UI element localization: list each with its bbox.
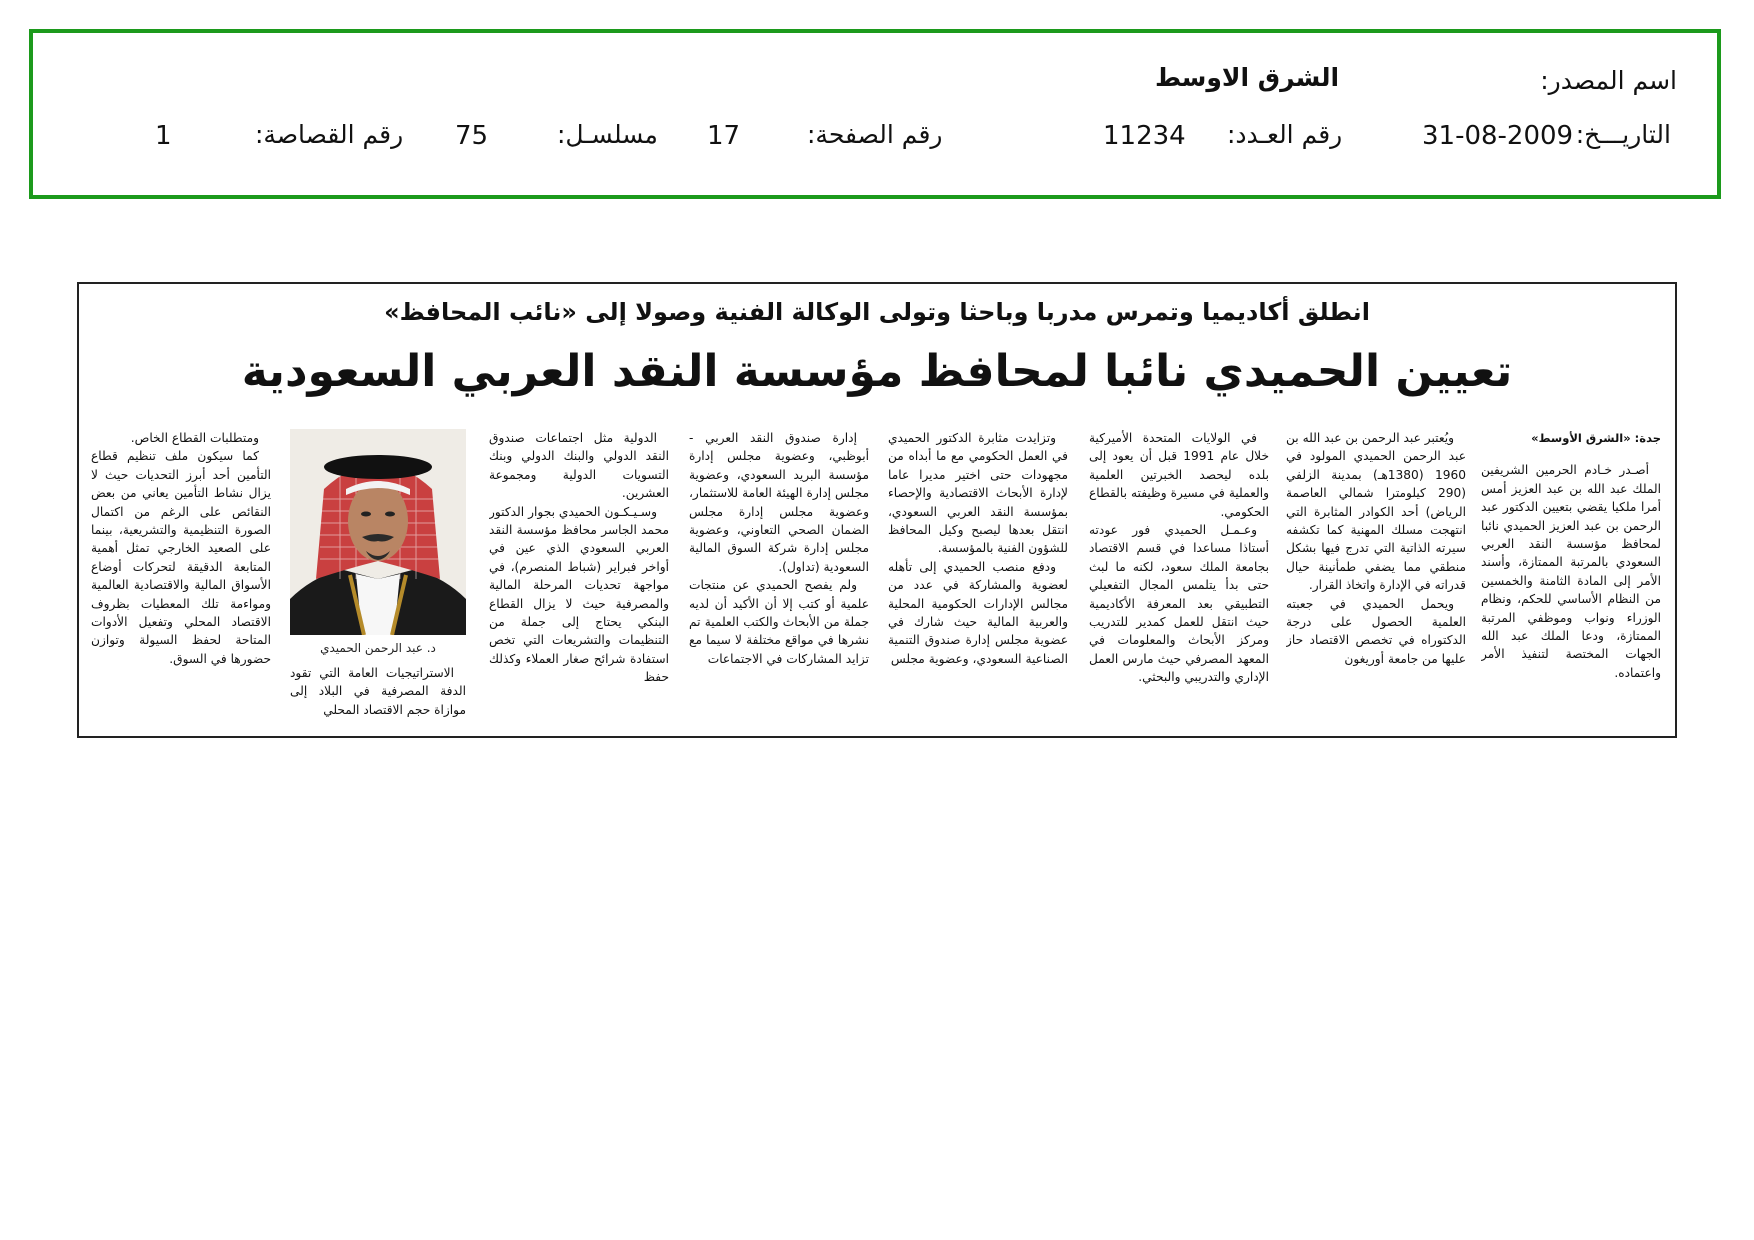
article-column-3 [1089,429,1269,724]
article-paragraph: وعـمـل الحميدي فور عودته أستاذا مساعدا في قسم الاقتصاد بجامعة الملك سعود، لكنه ما لبث حتى بدأ يتلمس المجال التفعيلي التطبيقي بعد المعرفة الأكاديمية حيث انتقل للعمل كمدير للتدريب ومركز الأبحاث والمعلومات في المعهد المصرفي حيث مارس العمل الإداري والتدريبي والبحثي. [1089,523,1269,685]
article-paragraph: الدولية مثل اجتماعات صندوق النقد الدولي والبنك الدولي وبنك التسويات الدولية ومجموعة العشرين. [489,431,669,501]
article-paragraph: كما سيكون ملف تنظيم قطاع التأمين أحد أبرز التحديات حيث لا يزال نشاط التأمين يعاني من بعض النقائص على الرغم من اكتمال الصورة التنظيمية والتشريعية، بينما على الصعيد الخارجي تمثل أهمية المتابعة الدقيقة لتحركات أوضاع الأسواق المالية والاقتصادية العالمية ومواءمة تلك المعطيات بظروف الاقتصاد المحلي وتفعيل الأدوات المتاحة لحفظ السيولة وتوازن حضورها في السوق. [91,449,271,666]
issue-value: 11234 [1103,121,1186,151]
clipping-metadata-box [29,29,1721,199]
article-column-8 [91,429,271,724]
page-value: 17 [707,121,741,151]
article-paragraph: وتزايدت مثابرة الدكتور الحميدي في العمل الحكومي مع ما أبداه من مجهودات حتى اختير مديرا عاما لإدارة الأبحاث الاقتصادية والإحصاء بمؤسسة النقد العربي السعودي، انتقل بعدها ليصبح وكيل المحافظ للشؤون الفنية بالمؤسسة. [888,431,1068,556]
portrait-photo [290,429,466,635]
article-paragraph: وسـيـكـون الحميدي بجوار الدكتور محمد الجاسر محافظ مؤسسة النقد العربي السعودي الذي عين في أواخر فبراير (شباط المنصرم)، في مواجهة تحديات المرحلة المالية والمصرفية حيث لا يزال القطاع البنكي يحتاج إلى جملة من التنظيمات والتشريعات التي تخص استفادة شرائح صغار العملاء وكذلك حفظ [489,504,669,685]
article-headline: تعيين الحميدي نائبا لمحافظ مؤسسة النقد العربي السعودية [241,346,1513,397]
date-label: التاريـــخ: [1575,120,1671,149]
serial-value: 75 [455,121,489,151]
article-paragraph: ودفع منصب الحميدي إلى تأهله لعضوية والمشاركة في عدد من مجالس الإدارات الحكومية المحلية والعربية المالية حيث شارك في عضوية مجلس إدارة صندوق التنمية الصناعية السعودي، وعضوية مجلس [888,559,1068,666]
article-paragraph: ويُعتبر عبد الرحمن بن عبد الله بن عبد الرحمن الحميدي المولود في 1960 (1380هـ) بمدينة الزلفي (290 كيلومترا شمالي العاصمة الرياض) أحد الكوادر المثابرة التي انتهجت مسلك المهنية كما تكشفه سيرته الذاتية التي تدرج فيها بشكل منطقي مما يضفي طمأنينة حيال قدراته في الإدارة واتخاذ القرار. [1286,431,1466,593]
clip-value: 1 [155,121,172,151]
photo-caption: د. عبد الرحمن الحميدي [320,641,436,655]
serial-label: مسلسـل: [557,120,658,149]
article-paragraph: أصـدر خـادم الحرمين الشريفين الملك عبد الله بن عبد العزيز أمس أمرا ملكيا يقضي بتعيين الدكتور عبد الرحمن بن عبد العزيز الحميدي نائبا لمحافظ مؤسسة النقد العربي السعودي بالمرتبة الممتازة، وأسند الأمر إلى المادة الثامنة والخمسين من النظام الأساسي للحكم، ونظام الوزراء ونواب وموظفي المرتبة الممتازة، ودعا الملك عبد الله الجهات المختصة لتنفيذ الأمر واعتماده. [1481,463,1661,680]
article-column-2 [1286,429,1466,724]
source-value: الشرق الاوسط [1155,63,1340,92]
source-label: اسم المصدر: [1540,66,1677,95]
article-clipping [77,282,1677,738]
portrait-image [290,429,466,635]
article-column-1 [1481,429,1661,724]
issue-label: رقم العـدد: [1227,120,1343,149]
article-paragraph: ويحمل الحميدي في جعبته العلمية الحصول على درجة الدكتوراه في تخصص الاقتصاد حاز عليها من جامعة أوريغون [1286,596,1466,666]
article-paragraph: الاستراتيجيات العامة التي تقود الدفة المصرفية في البلاد إلى موازاة حجم الاقتصاد المحلي [290,666,466,717]
date-value: 31-08-2009 [1422,121,1574,151]
article-kicker: انطلق أكاديميا وتمرس مدربا وباحثا وتولى الوكالة الفنية وصولا إلى «نائب المحافظ» [384,298,1370,326]
article-paragraph: إدارة صندوق النقد العربي - أبوظبي، وعضوية مجلس إدارة مؤسسة البريد السعودي، وعضوية مجلس إدارة الهيئة العامة للاستثمار، وعضوية مجلس إدارة مجلس الضمان الصحي التعاوني، وعضوية مجلس إدارة شركة السوق المالية السعودية (تداول). [689,431,869,574]
page-label: رقم الصفحة: [807,120,943,149]
clip-label: رقم القصاصة: [255,120,404,149]
article-paragraph: في الولايات المتحدة الأميركية خلال عام 1991 قبل أن يعود إلى بلده ليحصد الخبرتين العلمية والعملية في مسيرة وظيفته بالقطاع الحكومي. [1089,431,1269,519]
article-paragraph: ومتطلبات القطاع الخاص. [130,431,259,445]
article-column-5 [689,429,869,724]
article-column-4 [888,429,1068,724]
article-dateline: جدة: «الشرق الأوسط» [1531,431,1661,445]
article-paragraph: ولم يفصح الحميدي عن منتجات علمية أو كتب إلا أن الأكيد أن لديه جملة من الأبحاث والكتب العلمية تم نشرها في مواقع مختلفة لا سيما مع تزايد المشاركات في الاجتماعات [689,578,869,666]
article-column-7 [290,664,466,729]
article-column-6 [489,429,669,724]
